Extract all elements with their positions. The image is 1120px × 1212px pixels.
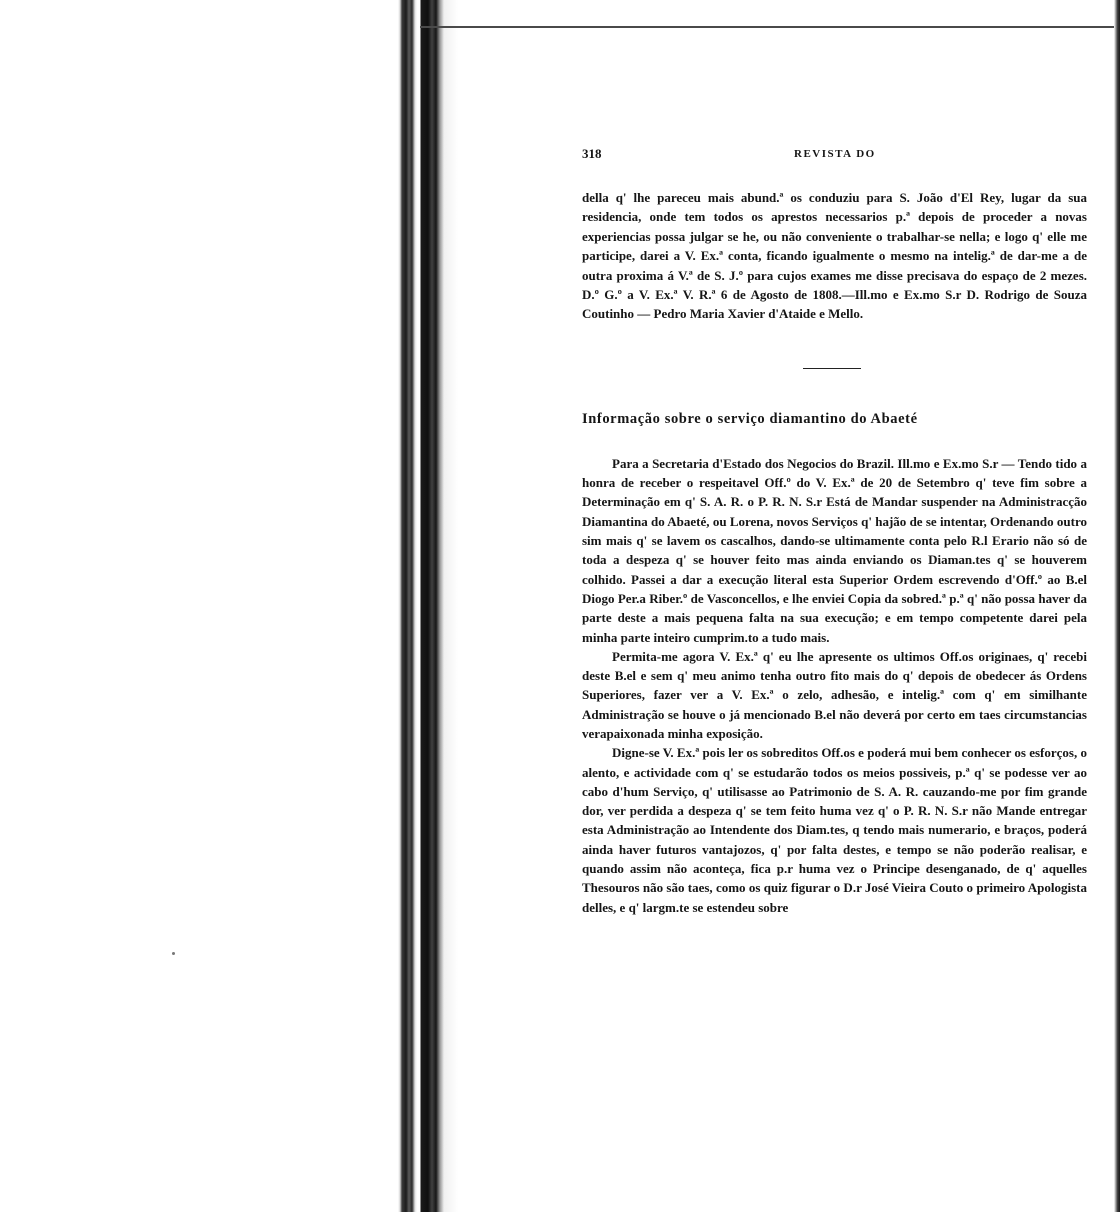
section-divider <box>803 368 861 369</box>
body-paragraph: Digne-se V. Ex.ª pois ler os sobreditos Off.os e poderá mui bem conhecer os esforços, o alento, e actividade com q' se estudarão todos os meios possiveis, p.ª q' se podesse ver ao cabo d'hum Serviço, q' utilisasse ao Patrimonio de S. A. R. cauzando-me por fim grande dor, ver perdida a despeza q' se tem feito huma vez q' o P. R. N. S.r não Mande entregar esta Administração ao Intendente dos Diam.tes, q tendo mais numerario, e braços, poderá ainda haver futuros vantajozos, q' por falta destes, e tempo se não poderão realisar, e quando assim não aconteça, fica p.r huma vez o Principe desenganado, de q' aquelles Thesouros não são taes, como os quiz figurar o D.r José Vieira Couto o primeiro Apologista delles, e q' largm.te se estendeu sobre <box>582 745 1087 915</box>
book-gutter <box>398 0 458 1212</box>
body-paragraph: Para a Secretaria d'Estado dos Negocios do Brazil. Ill.mo e Ex.mo S.r — Tendo tido a honra de receber o respeitavel Off.º do V. Ex.ª de 20 de Setembro q' teve fim sobre a Determinação em q' S. A. R. o P. R. N. S.r Está de Mandar suspender na Administracção Diamantina do Abaeté, ou Lorena, novos Serviços q' hajão de se intentar, Ordenando outro sim mais q' se lavem os cascalhos, dando-se ultimamente conta pelo R.l Erario não só de toda a despeza q' se houver feito mas ainda enviando os Diaman.tes q' se houverem colhido. Passei a dar a execução literal esta Superior Ordem escrevendo d'Off.º ao B.el Diogo Per.a Riber.º de Vasconcellos, e lhe enviei Copia da sobred.ª p.ª q' não possa haver da parte deste a mais pequena falta na sua execução; e em tempo competente darei pela minha parte inteiro cumprim.to a tudo mais. <box>582 455 1087 645</box>
page-number: 318 <box>582 146 602 161</box>
page-right-edge <box>1114 0 1120 1212</box>
left-blank-page <box>0 0 400 1212</box>
body-paragraph: Permita-me agora V. Ex.ª q' eu lhe apresente os ultimos Off.os originaes, q' recebi deste B.el e sem q' meu animo tenha outro fito mais do q' depois de obedecer ás Ordens Superiores, fazer ver a V. Ex.ª o zelo, adhesão, e intelig.ª com q' em similhante Administração se houve o já mencionado B.el não deverá por certo em taes circumstancias verapaixonada minha exposição. <box>582 648 1087 741</box>
section-title: Informação sobre o serviço diamantino do Abaeté <box>582 410 918 427</box>
running-head-title: REVISTA DO <box>794 148 876 160</box>
right-page-text <box>582 146 1087 917</box>
continued-paragraph: della q' lhe pareceu mais abund.ª os conduziu para S. João d'El Rey, lugar da sua residencia, onde tem todos os aprestos necessarios p.ª depois de proceder a novas experiencias possa julgar se he, ou não conveniente o trabalhar-se nella; e logo q' elle me participe, darei a V. Ex.ª conta, ficando igualmente o mesmo na intelig.ª de dar-me a de outra proxima á V.ª de S. J.º para cujos exames me disse precisava do espaço de 2 mezes. D.º G.º a V. Ex.ª V. R.ª 6 de Agosto de 1808.—Ill.mo e Ex.mo S.r D. Rodrigo de Souza Coutinho — Pedro Maria Xavier d'Ataide e Mello. <box>582 190 1087 322</box>
page-top-edge <box>420 26 1120 28</box>
speck <box>172 952 175 955</box>
running-head <box>582 146 1087 168</box>
